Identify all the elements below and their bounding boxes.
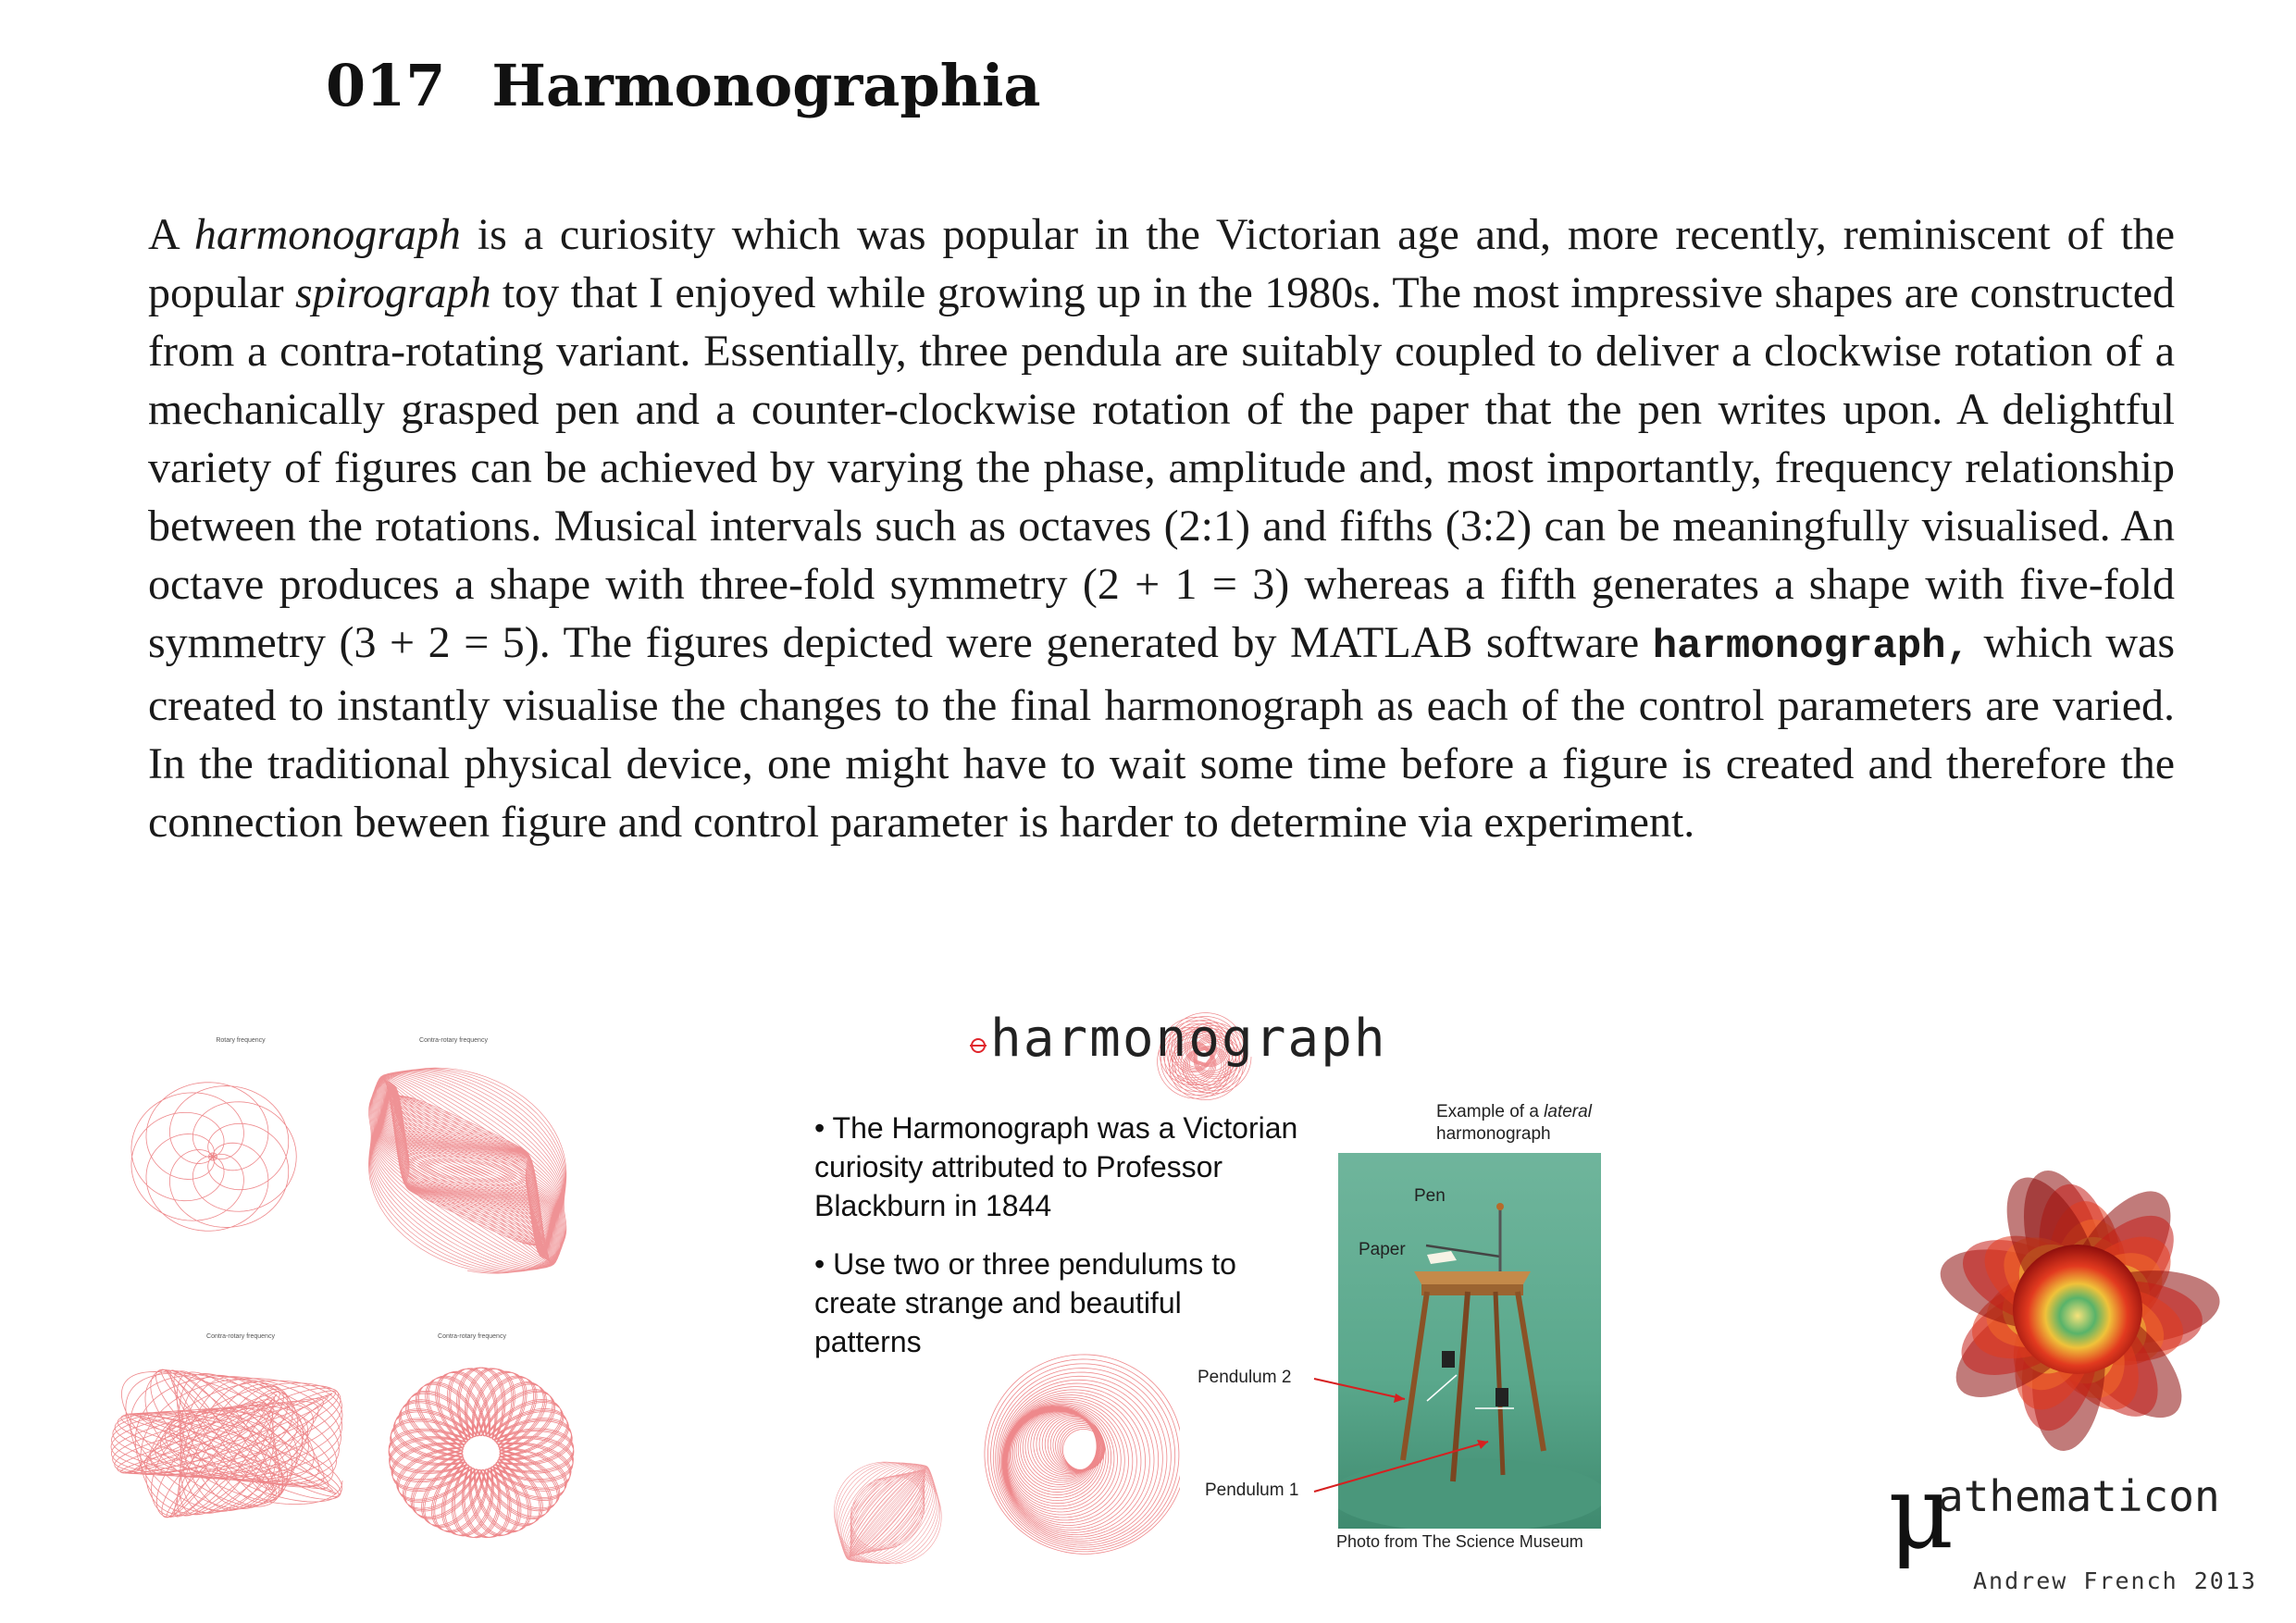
fig3-curve	[111, 1369, 342, 1518]
tiny-swirl-icon	[967, 1035, 989, 1057]
brand-mu-glyph: μ	[1888, 1453, 1955, 1571]
figure-elliptic-harmonograph	[333, 1055, 602, 1286]
example-italic: lateral	[1544, 1102, 1592, 1121]
section-number: 017	[326, 52, 446, 119]
figure-flower-harmonograph	[375, 1356, 588, 1550]
figure-ring-harmonograph	[97, 1356, 356, 1531]
mathematicon-swirl-logo	[1920, 1106, 2235, 1476]
body-paragraph	[148, 205, 2175, 851]
figure-4-caption: Contra-rotary frequency	[438, 1333, 506, 1340]
software-name: harmonograph,	[1652, 624, 1970, 670]
fig5-curve	[834, 1462, 941, 1564]
logo-core	[2013, 1245, 2142, 1374]
example-caption	[1436, 1101, 1592, 1146]
figure-1-caption: Rotary frequency	[216, 1037, 266, 1044]
term-harmonograph: harmonograph	[193, 210, 461, 259]
label-pen: Pen	[1414, 1186, 1446, 1206]
fig6-curve	[985, 1355, 1180, 1554]
label-pendulum-1: Pendulum 1	[1205, 1481, 1299, 1500]
fig4-curve	[389, 1368, 574, 1538]
example-suffix: harmonograph	[1436, 1124, 1551, 1144]
figure-star-harmonograph	[97, 1064, 329, 1249]
figure-3-caption: Contra-rotary frequency	[206, 1333, 275, 1340]
label-paper: Paper	[1359, 1240, 1406, 1259]
author-credit: Andrew French 2013	[1973, 1567, 2257, 1594]
bullet-usage: • Use two or three pendulums to create strange and beautiful patterns	[814, 1247, 1236, 1358]
slide-title: harmonograph	[990, 1009, 1387, 1069]
body-text-3: toy that I enjoyed while growing up in the 1980s. The most impressive shapes are constructed from a contra-rotating variant. Essentially, three pendula are suitably coupled to deliver a clockwise rotation of a mechanically grasped pen and a counter-clockwise rotation of the paper that the pen writes upon. A delightful variety of figures can be achieved by varying the phase, amplitude and, most importantly, frequency relationship between the rotations. Musical intervals such as octaves (2:1) and fifths (3:2) can be meaningfully visualised. An octave produces a shape with three-fold symmetry (2 + 1 = 3) whereas a fifth generates a shape with five-fold symmetry (3 + 2 = 5). The figures depicted were generated by MATLAB software	[148, 268, 2175, 667]
bullet-history: • The Harmonograph was a Victorian curiosity attributed to Professor Blackburn in 1844	[814, 1111, 1298, 1222]
pointer-lines	[1296, 1332, 1518, 1518]
section-title: Harmonographia	[491, 52, 1041, 119]
fig1-curve	[131, 1083, 296, 1231]
term-spirograph: spirograph	[295, 268, 491, 317]
body-text-2: is a curiosity which was popular in the Victorian age and, more recently, reminiscent of the popular	[148, 210, 2176, 317]
figure-square-harmonograph	[825, 1453, 950, 1573]
page-title	[326, 52, 1041, 119]
brand-wordmark: athematicon	[1938, 1471, 2220, 1521]
body-text-4: which was created to instantly visualise the changes to the final harmonograph as each of the control parameters are varied. In the traditional physical device, one might have to wait some time before a figure is created and therefore the connection beween figure and control parameter is harder to determine via experiment.	[148, 618, 2176, 847]
body-text-1: A	[148, 210, 194, 259]
figure-spiral-harmonograph	[962, 1346, 1180, 1559]
fig2-curve	[368, 1068, 565, 1273]
photo-credit: Photo from The Science Museum	[1336, 1532, 1583, 1551]
figure-2-caption: Contra-rotary frequency	[419, 1037, 488, 1044]
label-pendulum-2: Pendulum 2	[1198, 1368, 1292, 1387]
example-prefix: Example of a	[1436, 1102, 1545, 1121]
